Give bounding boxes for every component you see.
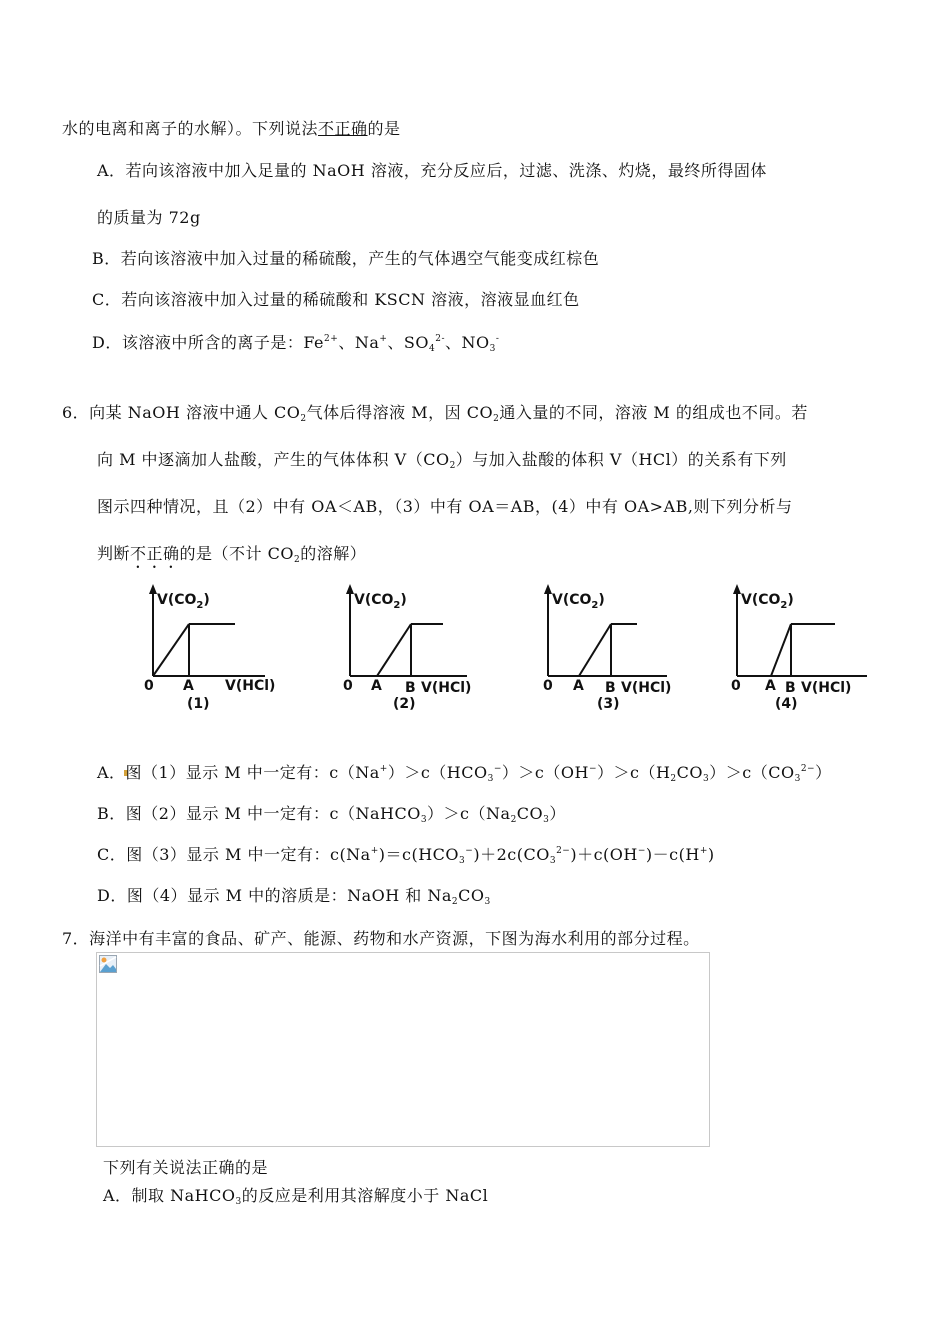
svg-text:(4): (4): [775, 696, 798, 712]
graph-caption: (1): [187, 696, 210, 712]
graph-1-svg: [135, 580, 285, 710]
graph-2-svg: [335, 580, 485, 710]
svg-text:V(CO2): $V(CO_2)$: [354, 592, 407, 611]
graph-1: [135, 580, 285, 710]
graph-3-svg: [535, 580, 685, 710]
svg-text:A: A: [765, 678, 776, 694]
graph-3: [535, 580, 685, 710]
svg-text:V(HCl): V(HCl): [801, 680, 852, 696]
origin-label: 0: [144, 678, 154, 694]
svg-text:B: B: [785, 680, 796, 696]
q5-option-a-cont: 的质量为 72g: [97, 208, 201, 227]
svg-text:V(CO2): $V(CO_2)$: [552, 592, 605, 611]
q7-option-a: A．制取 NaHCO$_3$的反应是利用其溶解度小于 NaCl: [103, 1186, 489, 1207]
emphasis-text: 不正确: [130, 544, 180, 563]
svg-text:0: 0: [731, 678, 741, 694]
svg-text:(3): (3): [597, 696, 620, 712]
broken-image-icon: [99, 955, 117, 973]
q5-stem-line: [62, 116, 401, 139]
point-a-label: A: [183, 678, 194, 694]
q5-option-c: C．若向该溶液中加入过量的稀硫酸和 KSCN 溶液，溶液显血红色: [92, 290, 580, 309]
q6-stem-line1: 6．向某 NaOH 溶液中通人 $CO_2$气体后得溶液 M，因 $CO_2$通入量的不同，溶液 M 的组成也不同。若: [62, 403, 808, 424]
svg-text:V(HCl): V(HCl): [621, 680, 672, 696]
q6-option-b: B．图（2）显示 M 中一定有：$c(NaHCO_3)>c(Na_2CO_3)$: [97, 804, 566, 825]
q5-stem-text: 水的电离和离子的水解）。下列说法: [62, 119, 319, 138]
q7-question: 下列有关说法正确的是: [103, 1158, 269, 1177]
svg-text:B: B: [605, 680, 616, 696]
q5-option-a: A．若向该溶液中加入足量的 NaOH 溶液，充分反应后，过滤、洗涤、灼烧，最终所得固体: [97, 161, 767, 180]
q5-option-b: B．若向该溶液中加入过量的稀硫酸，产生的气体遇空气能变成红棕色: [92, 249, 600, 268]
q6-option-d: D．图（4）显示 M 中的溶质是：NaOH 和 $Na_2CO_3$: [97, 886, 491, 907]
svg-text:V(CO2): $V(CO_2)$: [741, 592, 794, 611]
q6-stem-line2: 向 M 中逐滴加人盐酸，产生的气体体积 $V(CO_2)$与加入盐酸的体积 V（HCl）的关系有下列: [97, 450, 787, 471]
graph-2: [335, 580, 485, 710]
q7-stem: 7．海洋中有丰富的食品、矿产、能源、药物和水产资源，下图为海水利用的部分过程。: [62, 929, 700, 948]
graph-4: [725, 580, 875, 710]
svg-text:B: B: [405, 680, 416, 696]
svg-text:0: 0: [343, 678, 353, 694]
svg-text:V(HCl): V(HCl): [421, 680, 472, 696]
graph-4-svg: [725, 580, 875, 710]
broken-image-placeholder: [96, 952, 710, 1147]
q6-stem-line4: 判断不正确的是（不计 $CO_2$的溶解）: [97, 544, 367, 565]
q6-stem-line3: 图示四种情况，且（2）中有 OA＜AB，（3）中有 OA＝AB，(4）中有 OA>AB,则下列分析与: [97, 497, 793, 516]
svg-text:A: A: [573, 678, 584, 694]
q5-stem-tail: 的是: [367, 119, 401, 138]
svg-text:0: 0: [543, 678, 553, 694]
svg-text:A: A: [371, 678, 382, 694]
q6-option-c: C．图（3）显示 M 中一定有：$c(Na^+)=c(HCO_3^-)+2c(CO_3^{2-})+c(OH^-)-c(H^+)$: [97, 845, 715, 866]
y-axis-label: $V(CO_2)$: [157, 592, 210, 611]
q5-underlined-text: 不正确: [318, 119, 368, 138]
q6-option-a: A．图（1）显示 M 中一定有：$c(Na^+)>c(HCO_3^-)>c(OH^-)>c(H_2CO_3)>c(CO_3^{2-})$: [97, 763, 832, 784]
q6-graphs: [135, 580, 875, 710]
q5-option-d: D．该溶液中所含的离子是：$Fe^{2+}$、Na+、$SO_4^{2-}$、$NO_3^-$: [92, 333, 500, 354]
x-axis-label: V(HCl): [225, 678, 276, 694]
svg-text:(2): (2): [393, 696, 416, 712]
